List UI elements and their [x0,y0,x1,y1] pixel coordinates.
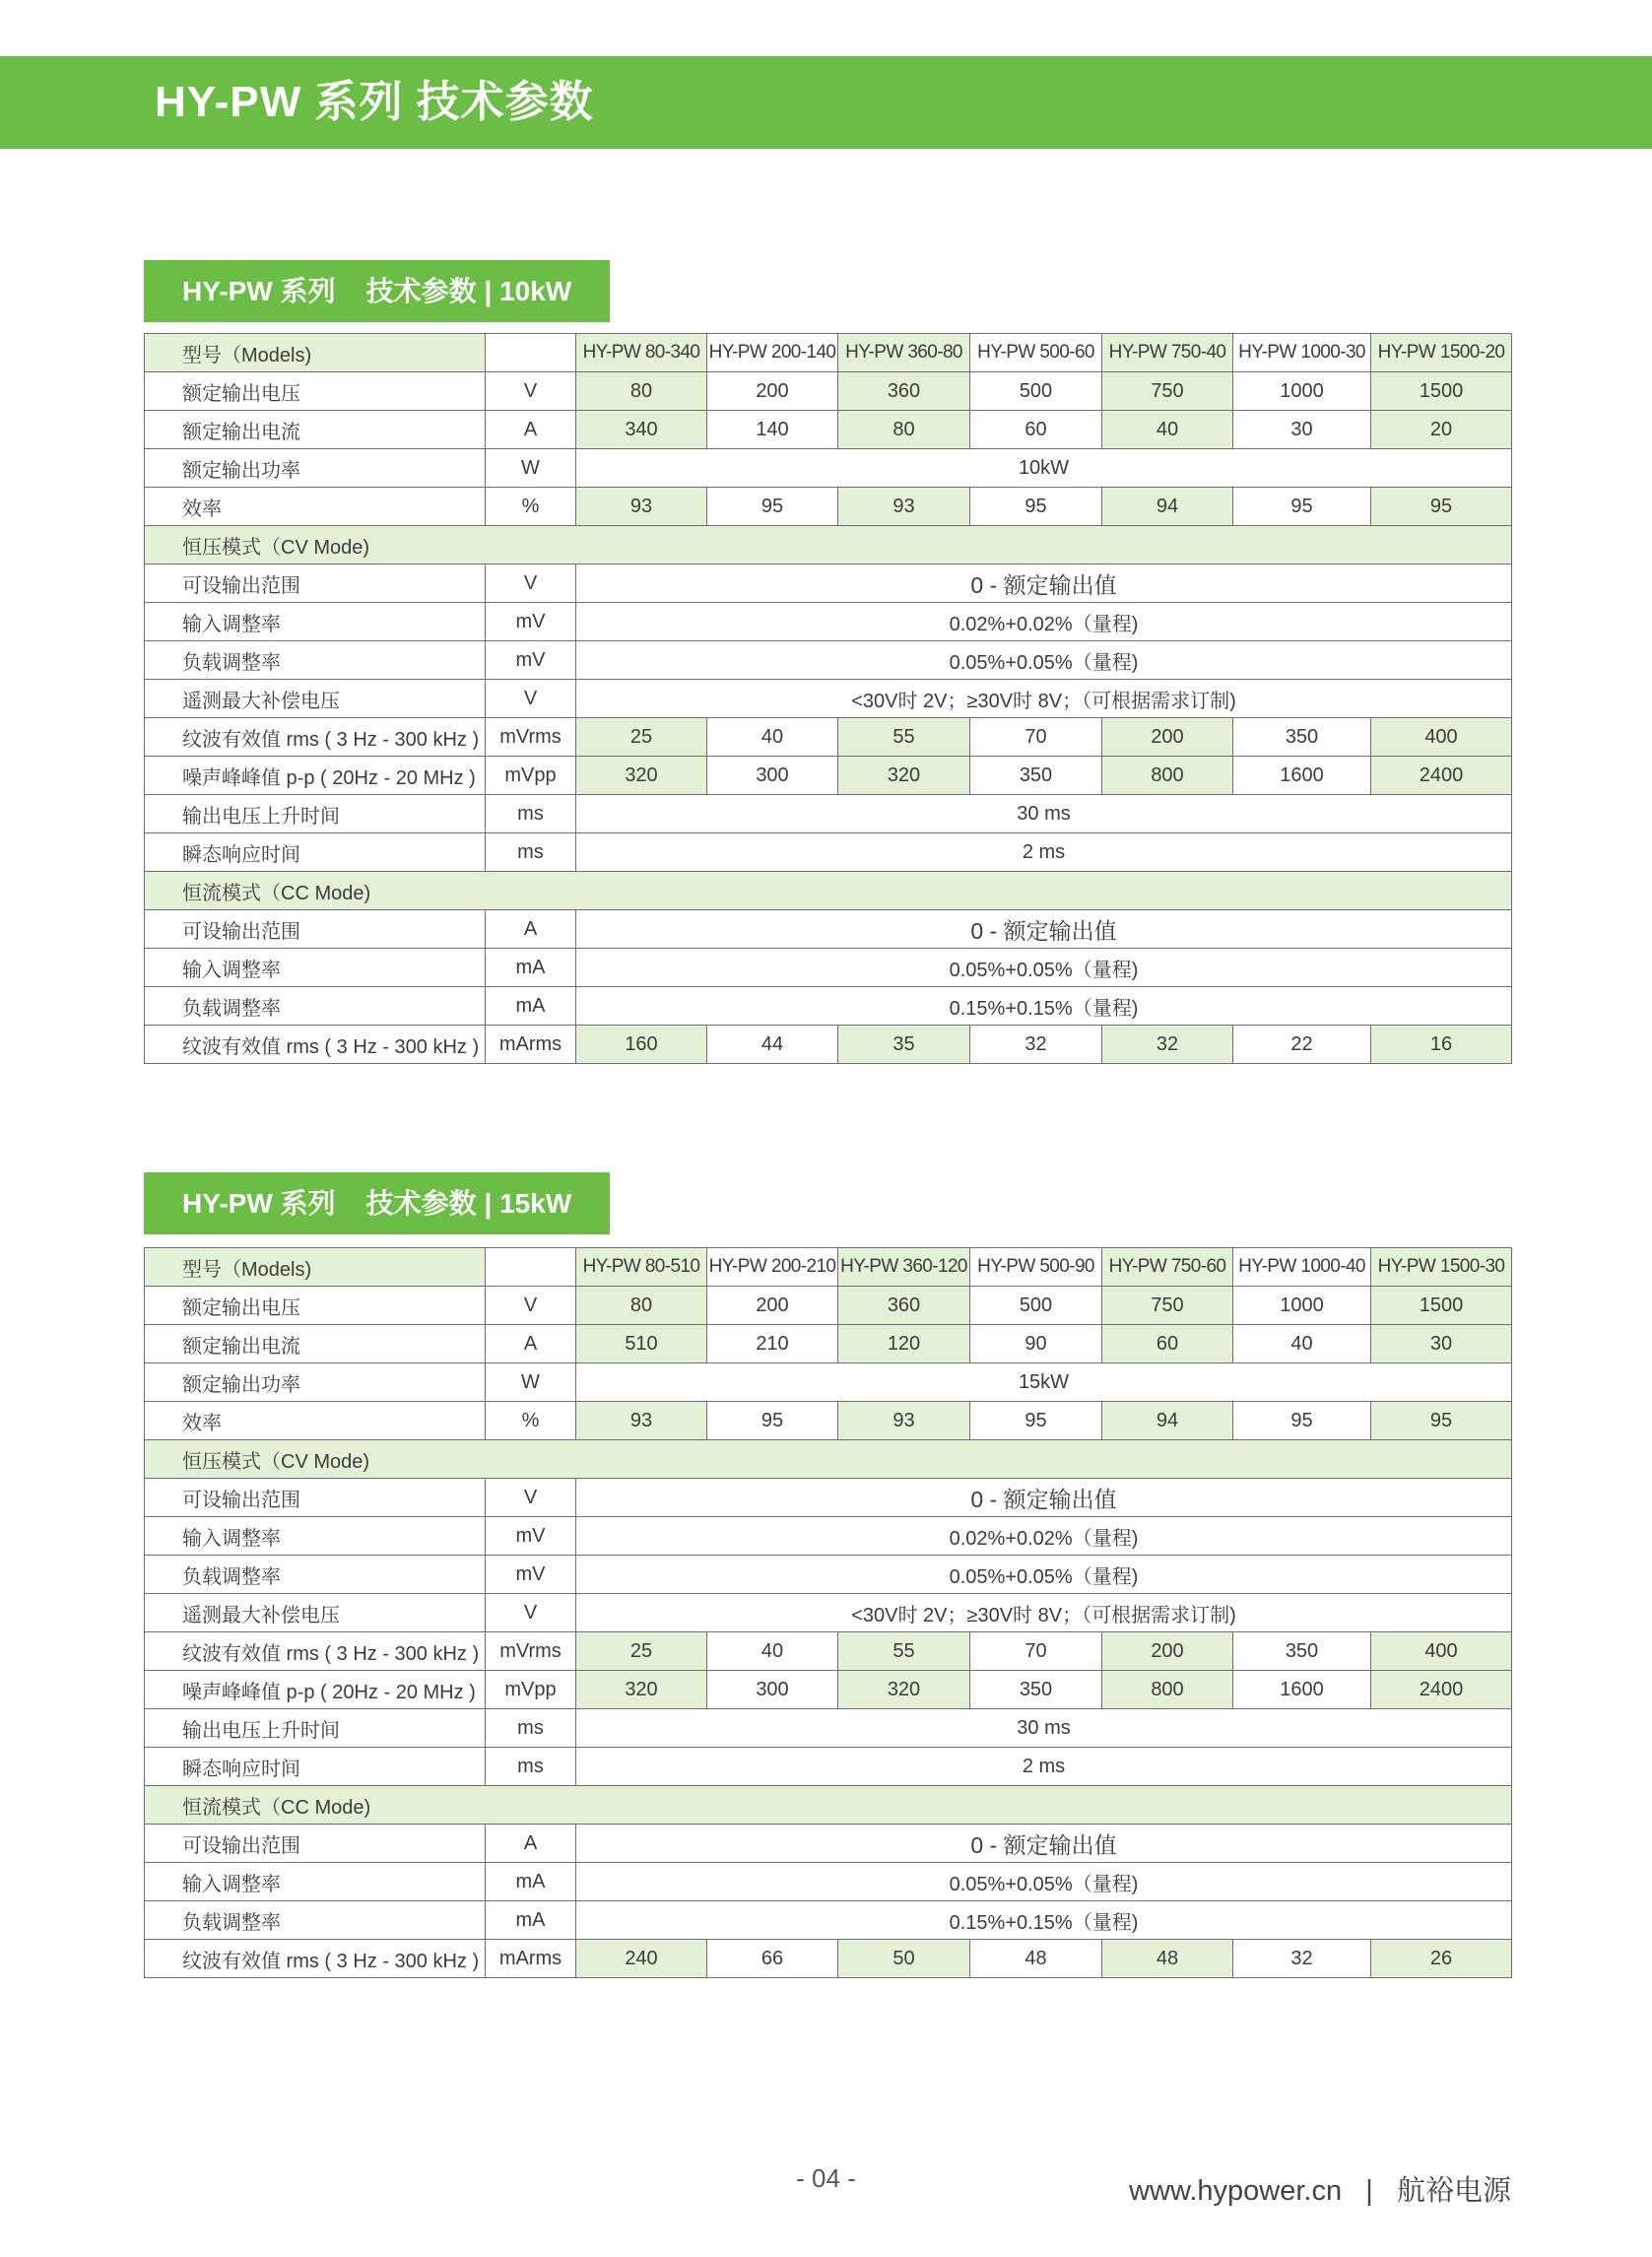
rated-current-label: 额定输出电流 [145,1325,486,1363]
cc-load-regulation-row [145,1901,1512,1940]
cv-noise-value: 320 [838,1671,970,1709]
rated-voltage-unit: V [486,1287,576,1325]
cv-ripple-value: 25 [576,718,707,757]
cv-load-regulation-label: 负载调整率 [145,641,486,680]
models-label: 型号（Models) [145,1248,486,1287]
cv-noise-value: 800 [1102,1671,1233,1709]
cv-ripple-value: 55 [838,718,970,757]
models-label: 型号（Models) [145,334,486,372]
cv-mode-row [145,1440,1512,1479]
rated-current-value: 60 [1102,1325,1233,1363]
cv-noise-label: 噪声峰峰值 p-p ( 20Hz - 20 MHz ) [145,757,486,795]
efficiency-value: 95 [1233,488,1371,526]
rise-time-value: 30 ms [576,795,1512,833]
cv-ripple-value: 25 [576,1632,707,1671]
efficiency-value: 95 [1233,1402,1371,1440]
model-name: HY-PW 1000-40 [1233,1248,1371,1287]
efficiency-value: 95 [1371,488,1512,526]
cv-noise-value: 800 [1102,757,1233,795]
models-row [145,334,1512,372]
remote-sense-value: <30V时 2V；≥30V时 8V；（可根据需求订制) [576,680,1512,718]
efficiency-value: 95 [970,1402,1102,1440]
model-name: HY-PW 80-510 [576,1248,707,1287]
rise-time-value: 30 ms [576,1709,1512,1748]
rated-voltage-value: 500 [970,372,1102,411]
cv-settable-range-value: 0 - 额定输出值 [576,1479,1512,1517]
cc-line-regulation-unit: mA [486,949,576,987]
model-name: HY-PW 1500-30 [1371,1248,1512,1287]
efficiency-value: 95 [1371,1402,1512,1440]
rated-current-value: 510 [576,1325,707,1363]
cv-line-regulation-unit: mV [486,603,576,641]
spec-table-15kw [144,1247,1512,1978]
cc-ripple-label: 纹波有效值 rms ( 3 Hz - 300 kHz ) [145,1940,486,1978]
cv-noise-unit: mVpp [486,1671,576,1709]
transient-response-row [145,1748,1512,1786]
efficiency-value: 94 [1102,1402,1233,1440]
cv-settable-range-value: 0 - 额定输出值 [576,564,1512,603]
rated-current-value: 20 [1371,411,1512,449]
cc-line-regulation-label: 输入调整率 [145,949,486,987]
cv-ripple-value: 40 [707,718,838,757]
cc-ripple-value: 44 [707,1026,838,1064]
remote-sense-unit: V [486,1594,576,1632]
cc-ripple-value: 16 [1371,1026,1512,1064]
cv-ripple-unit: mVrms [486,1632,576,1671]
cc-line-regulation-value: 0.05%+0.05%（量程) [576,949,1512,987]
transient-response-value: 2 ms [576,833,1512,872]
cv-mode-label: 恒压模式（CV Mode) [145,1440,1512,1479]
model-name: HY-PW 750-60 [1102,1248,1233,1287]
rated-current-value: 30 [1371,1325,1512,1363]
rated-power-unit: W [486,449,576,488]
cv-ripple-value: 70 [970,1632,1102,1671]
cc-ripple-value: 32 [970,1026,1102,1064]
cv-noise-value: 300 [707,757,838,795]
cc-mode-row [145,872,1512,910]
cv-ripple-row [145,1632,1512,1671]
cv-load-regulation-label: 负载调整率 [145,1556,486,1594]
website-link[interactable]: www.hypower.cn [1129,2175,1343,2207]
cv-settable-range-unit: V [486,564,576,603]
rated-voltage-value: 360 [838,372,970,411]
cc-ripple-value: 160 [576,1026,707,1064]
cc-ripple-value: 22 [1233,1026,1371,1064]
cv-ripple-value: 40 [707,1632,838,1671]
efficiency-value: 93 [576,1402,707,1440]
cc-ripple-row [145,1940,1512,1978]
cv-ripple-label: 纹波有效值 rms ( 3 Hz - 300 kHz ) [145,718,486,757]
rated-voltage-value: 200 [707,372,838,411]
cc-mode-label: 恒流模式（CC Mode) [145,872,1512,910]
rise-time-unit: ms [486,1709,576,1748]
cc-ripple-value: 26 [1371,1940,1512,1978]
brand-name: 航裕电源 [1396,2175,1511,2207]
cv-line-regulation-value: 0.02%+0.02%（量程) [576,603,1512,641]
cv-noise-label: 噪声峰峰值 p-p ( 20Hz - 20 MHz ) [145,1671,486,1709]
rated-current-value: 210 [707,1325,838,1363]
model-name: HY-PW 360-120 [838,1248,970,1287]
page-number: - 04 - [796,2163,856,2193]
cc-line-regulation-value: 0.05%+0.05%（量程) [576,1863,1512,1901]
cv-ripple-value: 350 [1233,1632,1371,1671]
cc-ripple-unit: mArms [486,1026,576,1064]
cv-load-regulation-unit: mV [486,641,576,680]
cc-settable-range-value: 0 - 额定输出值 [576,1825,1512,1863]
model-name: HY-PW 500-90 [970,1248,1102,1287]
cc-settable-range-label: 可设输出范围 [145,1825,486,1863]
page-title-banner [0,56,1652,149]
section-heading-15kw: HY-PW 系列 技术参数 | 15kW [144,1172,610,1234]
cc-ripple-value: 48 [970,1940,1102,1978]
models-unit-blank [486,334,576,372]
rated-voltage-row [145,1287,1512,1325]
rated-power-value: 10kW [576,449,1512,488]
rated-current-row [145,411,1512,449]
cc-ripple-value: 35 [838,1026,970,1064]
cv-settable-range-row [145,1479,1512,1517]
rated-power-row [145,1363,1512,1402]
cc-load-regulation-unit: mA [486,1901,576,1940]
transient-response-value: 2 ms [576,1748,1512,1786]
rise-time-unit: ms [486,795,576,833]
rated-current-value: 60 [970,411,1102,449]
cv-load-regulation-row [145,641,1512,680]
cc-settable-range-row [145,910,1512,949]
cv-mode-label: 恒压模式（CV Mode) [145,526,1512,564]
rated-voltage-value: 750 [1102,1287,1233,1325]
model-name: HY-PW 500-60 [970,334,1102,372]
cv-line-regulation-row [145,603,1512,641]
model-name: HY-PW 80-340 [576,334,707,372]
cc-line-regulation-label: 输入调整率 [145,1863,486,1901]
cc-settable-range-row [145,1825,1512,1863]
rated-current-unit: A [486,1325,576,1363]
model-name: HY-PW 1500-20 [1371,334,1512,372]
rated-voltage-label: 额定输出电压 [145,1287,486,1325]
rated-current-value: 40 [1102,411,1233,449]
cc-line-regulation-unit: mA [486,1863,576,1901]
cc-mode-row [145,1786,1512,1825]
model-name: HY-PW 1000-30 [1233,334,1371,372]
cc-ripple-value: 50 [838,1940,970,1978]
rated-voltage-value: 1500 [1371,1287,1512,1325]
rated-current-label: 额定输出电流 [145,411,486,449]
cv-noise-value: 2400 [1371,1671,1512,1709]
rise-time-row [145,1709,1512,1748]
cc-settable-range-value: 0 - 额定输出值 [576,910,1512,949]
footer-separator: | [1365,2175,1373,2207]
rated-current-unit: A [486,411,576,449]
efficiency-value: 95 [707,1402,838,1440]
cc-ripple-value: 48 [1102,1940,1233,1978]
section-heading-10kw: HY-PW 系列 技术参数 | 10kW [144,260,610,322]
cv-load-regulation-value: 0.05%+0.05%（量程) [576,1556,1512,1594]
cv-settable-range-label: 可设输出范围 [145,1479,486,1517]
rated-voltage-value: 1500 [1371,372,1512,411]
cc-ripple-value: 32 [1102,1026,1233,1064]
efficiency-row [145,488,1512,526]
efficiency-value: 95 [707,488,838,526]
cv-mode-row [145,526,1512,564]
cc-line-regulation-row [145,949,1512,987]
rated-voltage-value: 1000 [1233,372,1371,411]
cv-noise-row [145,1671,1512,1709]
rated-current-value: 90 [970,1325,1102,1363]
rated-power-row [145,449,1512,488]
cv-line-regulation-unit: mV [486,1517,576,1556]
cc-load-regulation-label: 负载调整率 [145,987,486,1026]
rated-power-label: 额定输出功率 [145,1363,486,1402]
cv-settable-range-label: 可设输出范围 [145,564,486,603]
rated-voltage-value: 360 [838,1287,970,1325]
cv-noise-value: 1600 [1233,757,1371,795]
rated-power-value: 15kW [576,1363,1512,1402]
efficiency-value: 93 [838,488,970,526]
efficiency-unit: % [486,488,576,526]
cv-settable-range-unit: V [486,1479,576,1517]
rated-voltage-value: 200 [707,1287,838,1325]
cc-settable-range-label: 可设输出范围 [145,910,486,949]
cc-load-regulation-label: 负载调整率 [145,1901,486,1940]
transient-response-unit: ms [486,1748,576,1786]
cv-noise-value: 350 [970,757,1102,795]
rated-voltage-value: 1000 [1233,1287,1371,1325]
cc-load-regulation-unit: mA [486,987,576,1026]
model-name: HY-PW 200-210 [707,1248,838,1287]
efficiency-unit: % [486,1402,576,1440]
efficiency-row [145,1402,1512,1440]
cv-noise-value: 1600 [1233,1671,1371,1709]
rated-power-unit: W [486,1363,576,1402]
rise-time-row [145,795,1512,833]
cc-load-regulation-value: 0.15%+0.15%（量程) [576,1901,1512,1940]
rated-voltage-value: 500 [970,1287,1102,1325]
rated-current-value: 340 [576,411,707,449]
cv-noise-value: 320 [838,757,970,795]
cv-line-regulation-row [145,1517,1512,1556]
rise-time-label: 输出电压上升时间 [145,1709,486,1748]
footer-site [1129,2168,1511,2209]
models-row [145,1248,1512,1287]
cv-noise-unit: mVpp [486,757,576,795]
rated-current-value: 120 [838,1325,970,1363]
rated-current-row [145,1325,1512,1363]
cc-settable-range-unit: A [486,1825,576,1863]
transient-response-label: 瞬态响应时间 [145,833,486,872]
efficiency-label: 效率 [145,1402,486,1440]
remote-sense-label: 遥测最大补偿电压 [145,1594,486,1632]
cc-line-regulation-row [145,1863,1512,1901]
efficiency-value: 95 [970,488,1102,526]
cv-ripple-unit: mVrms [486,718,576,757]
spec-table-10kw [144,333,1512,1064]
model-name: HY-PW 750-40 [1102,334,1233,372]
rated-voltage-row [145,372,1512,411]
cc-load-regulation-row [145,987,1512,1026]
transient-response-row [145,833,1512,872]
efficiency-value: 94 [1102,488,1233,526]
cv-ripple-value: 200 [1102,1632,1233,1671]
cv-noise-value: 320 [576,1671,707,1709]
rise-time-label: 输出电压上升时间 [145,795,486,833]
efficiency-value: 93 [838,1402,970,1440]
cv-ripple-value: 400 [1371,1632,1512,1671]
model-name: HY-PW 200-140 [707,334,838,372]
rated-voltage-unit: V [486,372,576,411]
rated-current-value: 30 [1233,411,1371,449]
cv-settable-range-row [145,564,1512,603]
cc-ripple-value: 66 [707,1940,838,1978]
cc-ripple-value: 240 [576,1940,707,1978]
cv-ripple-value: 55 [838,1632,970,1671]
cv-ripple-label: 纹波有效值 rms ( 3 Hz - 300 kHz ) [145,1632,486,1671]
cv-noise-row [145,757,1512,795]
rated-current-value: 40 [1233,1325,1371,1363]
cv-line-regulation-label: 输入调整率 [145,1517,486,1556]
cc-ripple-unit: mArms [486,1940,576,1978]
transient-response-label: 瞬态响应时间 [145,1748,486,1786]
transient-response-unit: ms [486,833,576,872]
page-title: HY-PW 系列 技术参数 [155,78,594,126]
remote-sense-label: 遥测最大补偿电压 [145,680,486,718]
cc-load-regulation-value: 0.15%+0.15%（量程) [576,987,1512,1026]
cv-line-regulation-value: 0.02%+0.02%（量程) [576,1517,1512,1556]
rated-current-value: 80 [838,411,970,449]
efficiency-value: 93 [576,488,707,526]
remote-sense-row [145,1594,1512,1632]
remote-sense-unit: V [486,680,576,718]
cv-load-regulation-row [145,1556,1512,1594]
cc-settable-range-unit: A [486,910,576,949]
cv-load-regulation-unit: mV [486,1556,576,1594]
cv-ripple-row [145,718,1512,757]
cv-ripple-value: 400 [1371,718,1512,757]
cv-noise-value: 2400 [1371,757,1512,795]
cv-noise-value: 350 [970,1671,1102,1709]
cv-ripple-value: 200 [1102,718,1233,757]
remote-sense-row [145,680,1512,718]
model-name: HY-PW 360-80 [838,334,970,372]
cv-line-regulation-label: 输入调整率 [145,603,486,641]
cv-noise-value: 320 [576,757,707,795]
rated-power-label: 额定输出功率 [145,449,486,488]
cc-ripple-row [145,1026,1512,1064]
rated-voltage-value: 80 [576,1287,707,1325]
rated-current-value: 140 [707,411,838,449]
rated-voltage-label: 额定输出电压 [145,372,486,411]
cc-ripple-value: 32 [1233,1940,1371,1978]
cc-mode-label: 恒流模式（CC Mode) [145,1786,1512,1825]
models-unit-blank [486,1248,576,1287]
efficiency-label: 效率 [145,488,486,526]
cv-noise-value: 300 [707,1671,838,1709]
cv-ripple-value: 350 [1233,718,1371,757]
remote-sense-value: <30V时 2V；≥30V时 8V；（可根据需求订制) [576,1594,1512,1632]
rated-voltage-value: 80 [576,372,707,411]
rated-voltage-value: 750 [1102,372,1233,411]
cc-ripple-label: 纹波有效值 rms ( 3 Hz - 300 kHz ) [145,1026,486,1064]
cv-ripple-value: 70 [970,718,1102,757]
cv-load-regulation-value: 0.05%+0.05%（量程) [576,641,1512,680]
